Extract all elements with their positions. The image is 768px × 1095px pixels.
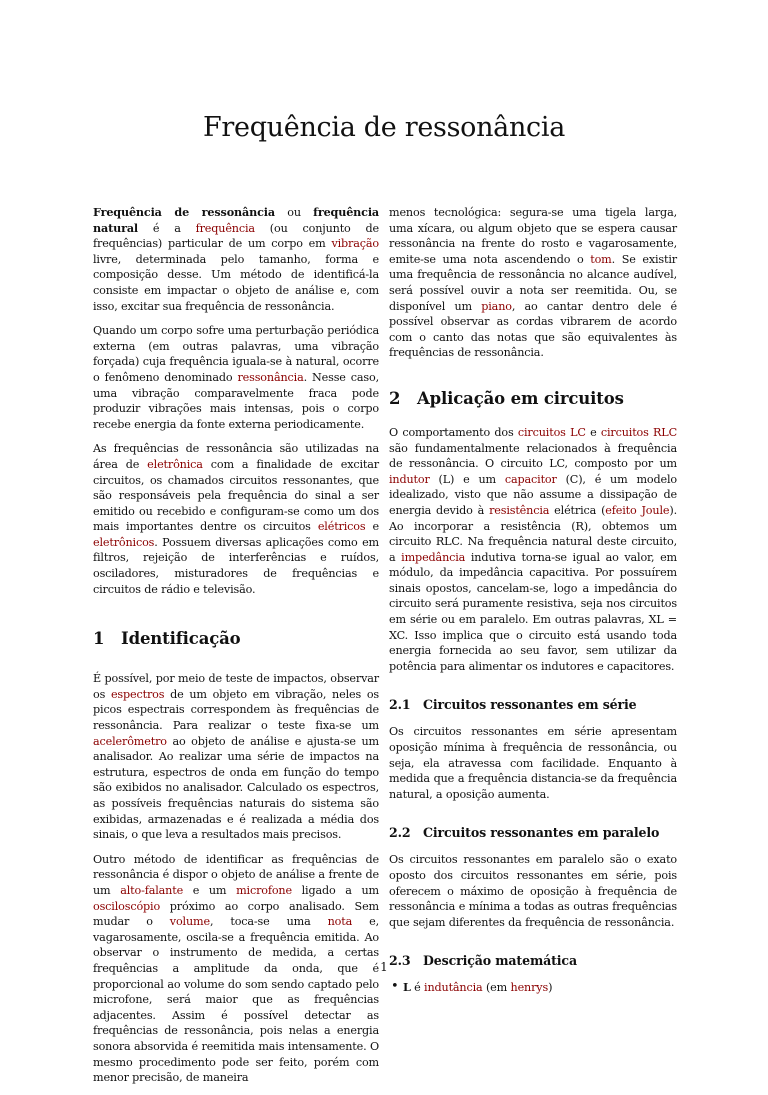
text-run: (C), é um modelo idealizado, visto que não assume a dissipação de energia devido à xyxy=(389,472,677,517)
section-number: 1 xyxy=(93,629,105,649)
text-run: ). Ao incorporar a resistência (R), obtemos um circuito RLC. Na frequência natural deste circuito, a xyxy=(389,503,677,564)
text-run: de um objeto em vibração, neles os picos espectrais correspondem às frequências de ressonância. Para realizar o teste fixa-se um xyxy=(93,687,379,733)
link-henrys[interactable]: henrys xyxy=(510,981,549,995)
link-efeito-joule[interactable]: efeito Joule xyxy=(605,503,670,517)
link-circuitos-rlc[interactable]: circuitos RLC xyxy=(600,425,677,439)
text-run: são fundamentalmente relacionados à frequência de ressonância. O circuito LC, composto por um xyxy=(389,441,677,471)
text-run: Quando um corpo sofre uma perturbação periódica externa (em outras palavras, uma vibração forçada) cuja frequência iguala-se à natural, ocorre o fenômeno denominado xyxy=(93,324,379,384)
text-run: (em xyxy=(482,981,511,995)
text-run: As frequências de ressonância são utilizadas na área de xyxy=(93,442,379,471)
link-vibracao[interactable]: vibração xyxy=(331,237,379,251)
link-piano[interactable]: piano xyxy=(481,299,512,313)
text-run: com a finalidade de excitar circuitos, os chamados circuitos ressonantes, que são responsáveis pela frequência do sinal a ser emitido ou recebido e configuram-se como um dos mais importantes dentre os circuitos xyxy=(93,457,379,534)
subsection-2-2-text: Os circuitos ressonantes em paralelo são o exato oposto dos circuitos ressonantes em série, pois oferecem o máximo de oposição à frequência de ressonância e mínima a todas as outras frequências que sejam diferentes da frequência de ressonância. xyxy=(389,853,677,929)
link-osciloscopio[interactable]: osciloscópio xyxy=(93,899,161,913)
text-run: é a xyxy=(138,221,196,235)
section-1-paragraph-2-continued xyxy=(389,205,677,361)
text-run: . Possuem diversas aplicações como em filtros, rejeição de interferências e ruídos, osciladores, misturadores de frequências e circuitos de rádio e televisão. xyxy=(93,535,379,596)
link-impedancia[interactable]: impedância xyxy=(401,550,466,564)
text-run: É possível, por meio de teste de impactos, observar os xyxy=(93,672,379,701)
link-nota[interactable]: nota xyxy=(327,915,353,929)
section-1-paragraph-1 xyxy=(93,671,379,843)
link-eletronicos[interactable]: eletrônicos xyxy=(93,535,155,549)
text-run: ) xyxy=(548,981,553,995)
link-eletronica[interactable]: eletrônica xyxy=(147,457,203,471)
math-variable-list xyxy=(389,980,677,996)
text-run: menos tecnológica: segura-se uma tigela larga, uma xícara, ou algum objeto que se espera causar ressonância na frente do rosto e vagarosamente, emite-se uma nota ascendendo o xyxy=(389,206,677,266)
text-run: ao objeto de análise e ajusta-se um analisador. Ao realizar uma série de impactos na estrutura, espectros de onda em função do tempo são exibidos no analisador. Calculado os espectros, as possíveis frequências naturais do sistema são exibidas, armazenadas e é realizada a média dos sinais, o que leva a resultados mais precisos. xyxy=(93,734,379,842)
subsection-2-1-heading xyxy=(389,696,677,714)
text-run: (ou conjunto de frequências) particular de um corpo em xyxy=(93,221,379,251)
section-title: Aplicação em circuitos xyxy=(417,388,624,408)
term-bold: frequência natural xyxy=(93,205,380,235)
right-column xyxy=(389,205,677,996)
term-bold: Frequência de ressonância xyxy=(93,205,275,219)
subsection-title: Circuitos ressonantes em paralelo xyxy=(423,825,660,841)
link-alto-falante[interactable]: alto-falante xyxy=(120,883,184,897)
text-run: . Se existir uma frequência de ressonância no alcance audível, será possível ouvir a nota ser reemitida. Ou, se disponível um xyxy=(389,252,677,313)
link-indutor[interactable]: indutor xyxy=(389,472,430,486)
text-run: elétrica ( xyxy=(549,503,606,517)
link-circuitos-lc[interactable]: circuitos LC xyxy=(517,425,586,439)
text-run: livre, determinada pelo tamanho, forma e composição desse. Um método de identificá-la consiste em impactar o objeto de análise e, com isso, excitar sua frequência de ressonância. xyxy=(93,252,379,313)
subsection-2-1-text: Os circuitos ressonantes em série apresentam oposição mínima à frequência de ressonância, ou seja, ela atravessa com facilidade. Enquanto à medida que a frequência distancia-se da frequência natural, a oposição aumenta. xyxy=(389,725,677,801)
section-1-heading xyxy=(93,629,379,649)
subsection-2-2-heading xyxy=(389,824,677,842)
text-run: e, vagarosamente, oscila-se a frequência emitida. Ao observar o instrumento de medida, a certas frequências a amplitude da onda, que é proporcional ao volume do som sendo captado pelo microfone, será maior que as frequências adjacentes. Assim é possível detectar as frequências de ressonância, pois nelas a energia sonora absorvida é reemitida mais intensamente. O mesmo procedimento pode ser feito, porém com menor precisão, de maneira xyxy=(93,915,379,1085)
subsection-number: 2.2 xyxy=(389,825,411,841)
section-number: 2 xyxy=(389,388,401,408)
section-2-paragraph-1 xyxy=(389,425,677,675)
intro-paragraph-1 xyxy=(93,205,379,314)
page-title: Frequência de ressonância xyxy=(202,112,566,143)
section-title: Identificação xyxy=(121,629,241,649)
intro-paragraph-3 xyxy=(93,441,379,597)
link-eletricos[interactable]: elétricos xyxy=(317,520,366,534)
page-number: 1 xyxy=(380,960,388,974)
subsection-title: Circuitos ressonantes em série xyxy=(423,697,637,713)
text-run: ligado a um xyxy=(291,883,380,897)
text-run: , toca-se uma xyxy=(209,915,328,929)
text-run: indutiva torna-se igual ao valor, em módulo, da impedância capacitiva. Por possuírem sinais opostos, cancelam-se, logo a impedância do circuito será puramente resistiva, seja nos circuitos em série ou em paralelo. Em outras palavras, XL = XC. Isso implica que o circuito está usando toda energia fornecida ao seu favor, sem utilizar da potência para alimentar os indutores e capacitores. xyxy=(389,550,677,673)
link-acelerometro[interactable]: acelerômetro xyxy=(93,734,167,748)
subsection-number: 2.1 xyxy=(389,697,411,713)
text-run: , ao cantar dentro dele é possível observar as cordas vibrarem de acordo com o canto das notas que são equivalentes às frequências de ressonância. xyxy=(389,299,677,360)
variable-symbol: L xyxy=(403,980,411,995)
link-microfone[interactable]: microfone xyxy=(236,883,292,897)
text-run: O comportamento dos xyxy=(389,425,518,439)
subsection-title: Descrição matemática xyxy=(423,953,577,969)
link-indutancia[interactable]: indutância xyxy=(424,981,483,995)
text-run: Outro método de identificar as frequências de ressonância é dispor o objeto de análise a frente de um xyxy=(93,852,379,897)
link-frequencia[interactable]: frequência xyxy=(195,221,255,235)
text-run: e xyxy=(365,520,379,534)
text-run: ou xyxy=(274,206,314,219)
text-run: é xyxy=(410,981,425,995)
link-resistencia[interactable]: resistência xyxy=(489,503,550,517)
text-run: e um xyxy=(183,883,237,897)
text-run: e xyxy=(585,425,601,439)
text-run: . Nesse caso, uma vibração comparavelmente fraca pode produzir vibrações mais intensas, pois o corpo recebe energia da fonte externa periodicamente. xyxy=(93,370,379,431)
link-tom[interactable]: tom xyxy=(590,252,612,266)
link-ressonancia[interactable]: ressonância xyxy=(237,370,304,384)
link-capacitor[interactable]: capacitor xyxy=(504,472,557,486)
link-volume[interactable]: volume xyxy=(169,915,210,929)
list-item xyxy=(403,980,677,996)
text-run: próximo ao corpo analisado. Sem mudar o xyxy=(93,899,379,929)
section-2-heading xyxy=(389,389,677,409)
text-run: (L) e um xyxy=(429,472,505,486)
subsection-number: 2.3 xyxy=(389,953,411,969)
intro-paragraph-2 xyxy=(93,323,379,432)
link-espectros[interactable]: espectros xyxy=(110,687,165,701)
